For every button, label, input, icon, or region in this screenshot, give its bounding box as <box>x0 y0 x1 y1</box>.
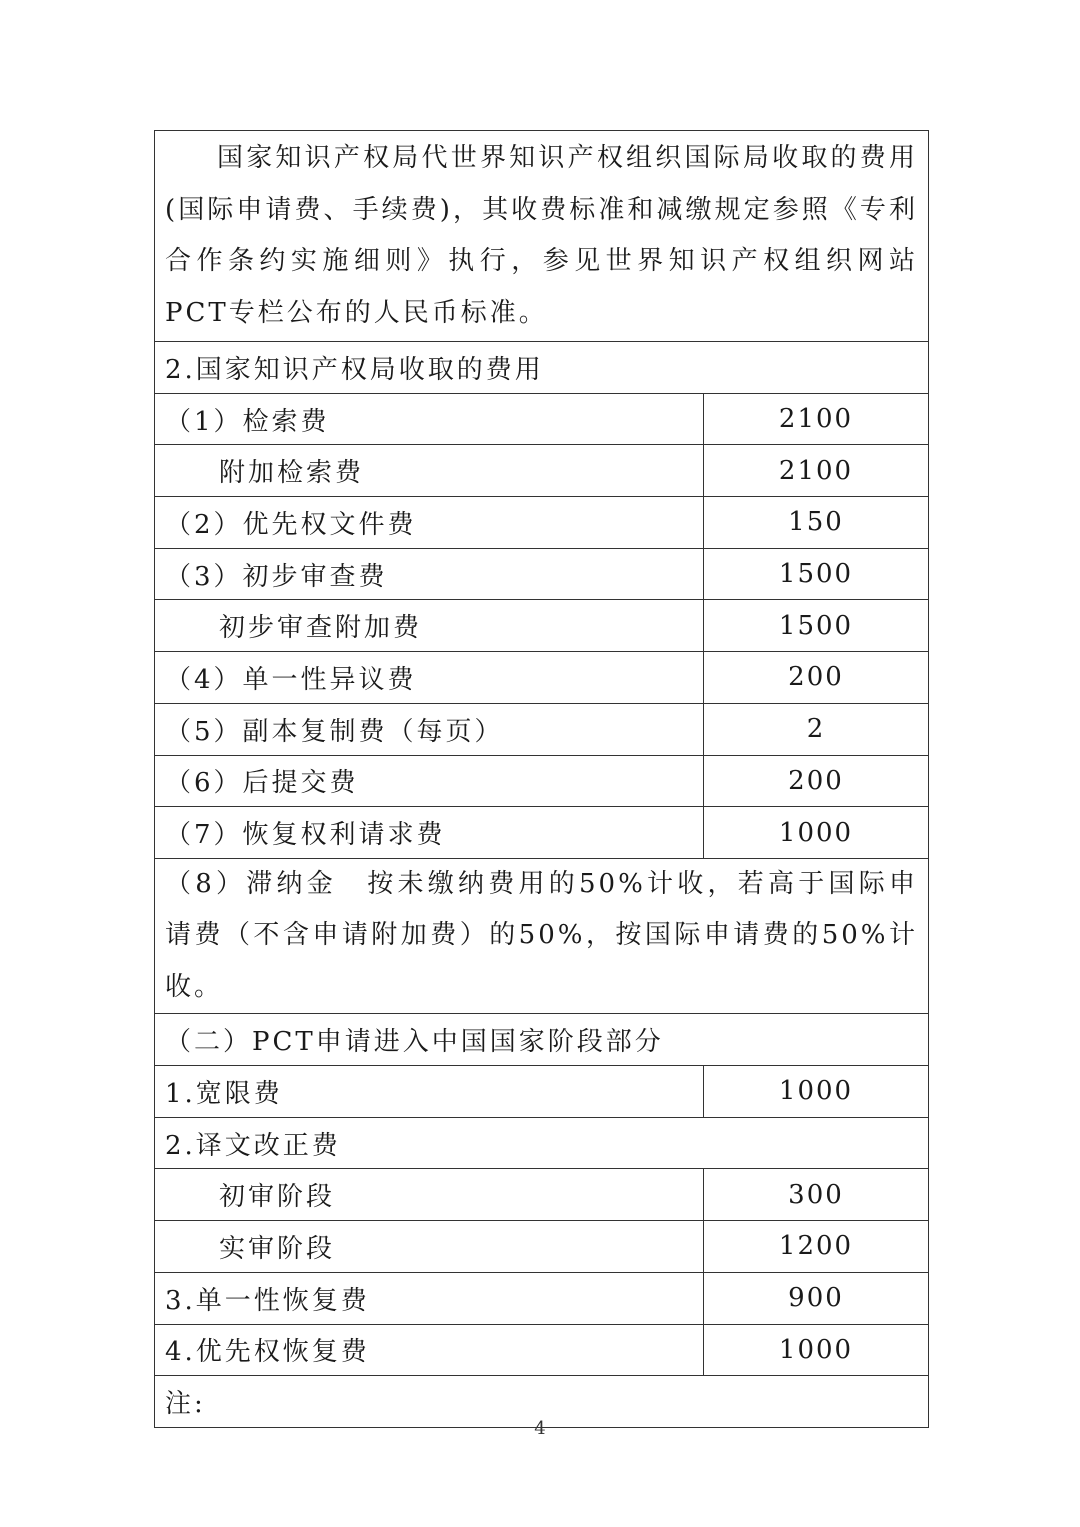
table-row <box>155 807 929 859</box>
fee-value-unity-restore: 900 <box>704 1272 929 1324</box>
fee-label-unity-protest: （4）单一性异议费 <box>155 652 704 704</box>
table-row <box>155 548 929 600</box>
fee-value-unity-protest: 200 <box>704 652 929 704</box>
section2-title: 2.国家知识产权局收取的费用 <box>155 342 929 394</box>
intro-text: 国家知识产权局代世界知识产权组织国际局收取的费用(国际申请费、手续费)，其收费标准和减缴规定参照《专利合作条约实施细则》执行，参见世界知识产权组织网站PCT专栏公布的人民币标准。 <box>155 131 929 342</box>
table-row <box>155 1066 929 1118</box>
fee-label-translation-prelim: 初审阶段 <box>155 1169 704 1221</box>
late-fee-text: （8）滞纳金 按未缴纳费用的50%计收，若高于国际申请费（不含申请附加费）的50%，按国际申请费的50%计收。 <box>155 858 929 1014</box>
table-row <box>155 445 929 497</box>
intro-row <box>155 131 929 342</box>
table-row <box>155 755 929 807</box>
fee-table <box>154 130 929 1428</box>
fee-value-translation-substantive: 1200 <box>704 1221 929 1273</box>
fee-value-additional-search: 2100 <box>704 445 929 497</box>
fee-value-preliminary-exam-additional: 1500 <box>704 600 929 652</box>
table-row <box>155 1272 929 1324</box>
fee-label-translation-substantive: 实审阶段 <box>155 1221 704 1273</box>
fee-label-preliminary-exam: （3）初步审查费 <box>155 548 704 600</box>
fee-label-preliminary-exam-additional: 初步审查附加费 <box>155 600 704 652</box>
table-row <box>155 497 929 549</box>
fee-value-priority-restore: 1000 <box>704 1324 929 1376</box>
fee-value-preliminary-exam: 1500 <box>704 548 929 600</box>
fee-label-copy: （5）副本复制费（每页） <box>155 703 704 755</box>
fee-value-search: 2100 <box>704 393 929 445</box>
fee-label-priority-document: （2）优先权文件费 <box>155 497 704 549</box>
fee-label-priority-restore: 4.优先权恢复费 <box>155 1324 704 1376</box>
fee-label-additional-search: 附加检索费 <box>155 445 704 497</box>
fee-value-priority-document: 150 <box>704 497 929 549</box>
fee-value-late-submission: 200 <box>704 755 929 807</box>
table-row <box>155 703 929 755</box>
section-row <box>155 342 929 394</box>
fee-label-restoration: （7）恢复权利请求费 <box>155 807 704 859</box>
translation-title: 2.译文改正费 <box>155 1117 929 1169</box>
table-row <box>155 1324 929 1376</box>
table-row <box>155 393 929 445</box>
section-row <box>155 1117 929 1169</box>
note-label: 注: <box>155 1376 929 1428</box>
fee-label-late-submission: （6）后提交费 <box>155 755 704 807</box>
fee-value-translation-prelim: 300 <box>704 1169 929 1221</box>
fee-label-unity-restore: 3.单一性恢复费 <box>155 1272 704 1324</box>
fee-label-grace: 1.宽限费 <box>155 1066 704 1118</box>
section-row <box>155 1014 929 1066</box>
table-row <box>155 1169 929 1221</box>
fee-value-copy: 2 <box>704 703 929 755</box>
part2-title: （二）PCT申请进入中国国家阶段部分 <box>155 1014 929 1066</box>
late-fee-row <box>155 858 929 1014</box>
fee-value-restoration: 1000 <box>704 807 929 859</box>
table-row <box>155 652 929 704</box>
table-row <box>155 1221 929 1273</box>
fee-label-search: （1）检索费 <box>155 393 704 445</box>
fee-value-grace: 1000 <box>704 1066 929 1118</box>
table-row <box>155 600 929 652</box>
page-number: 4 <box>534 1418 546 1439</box>
